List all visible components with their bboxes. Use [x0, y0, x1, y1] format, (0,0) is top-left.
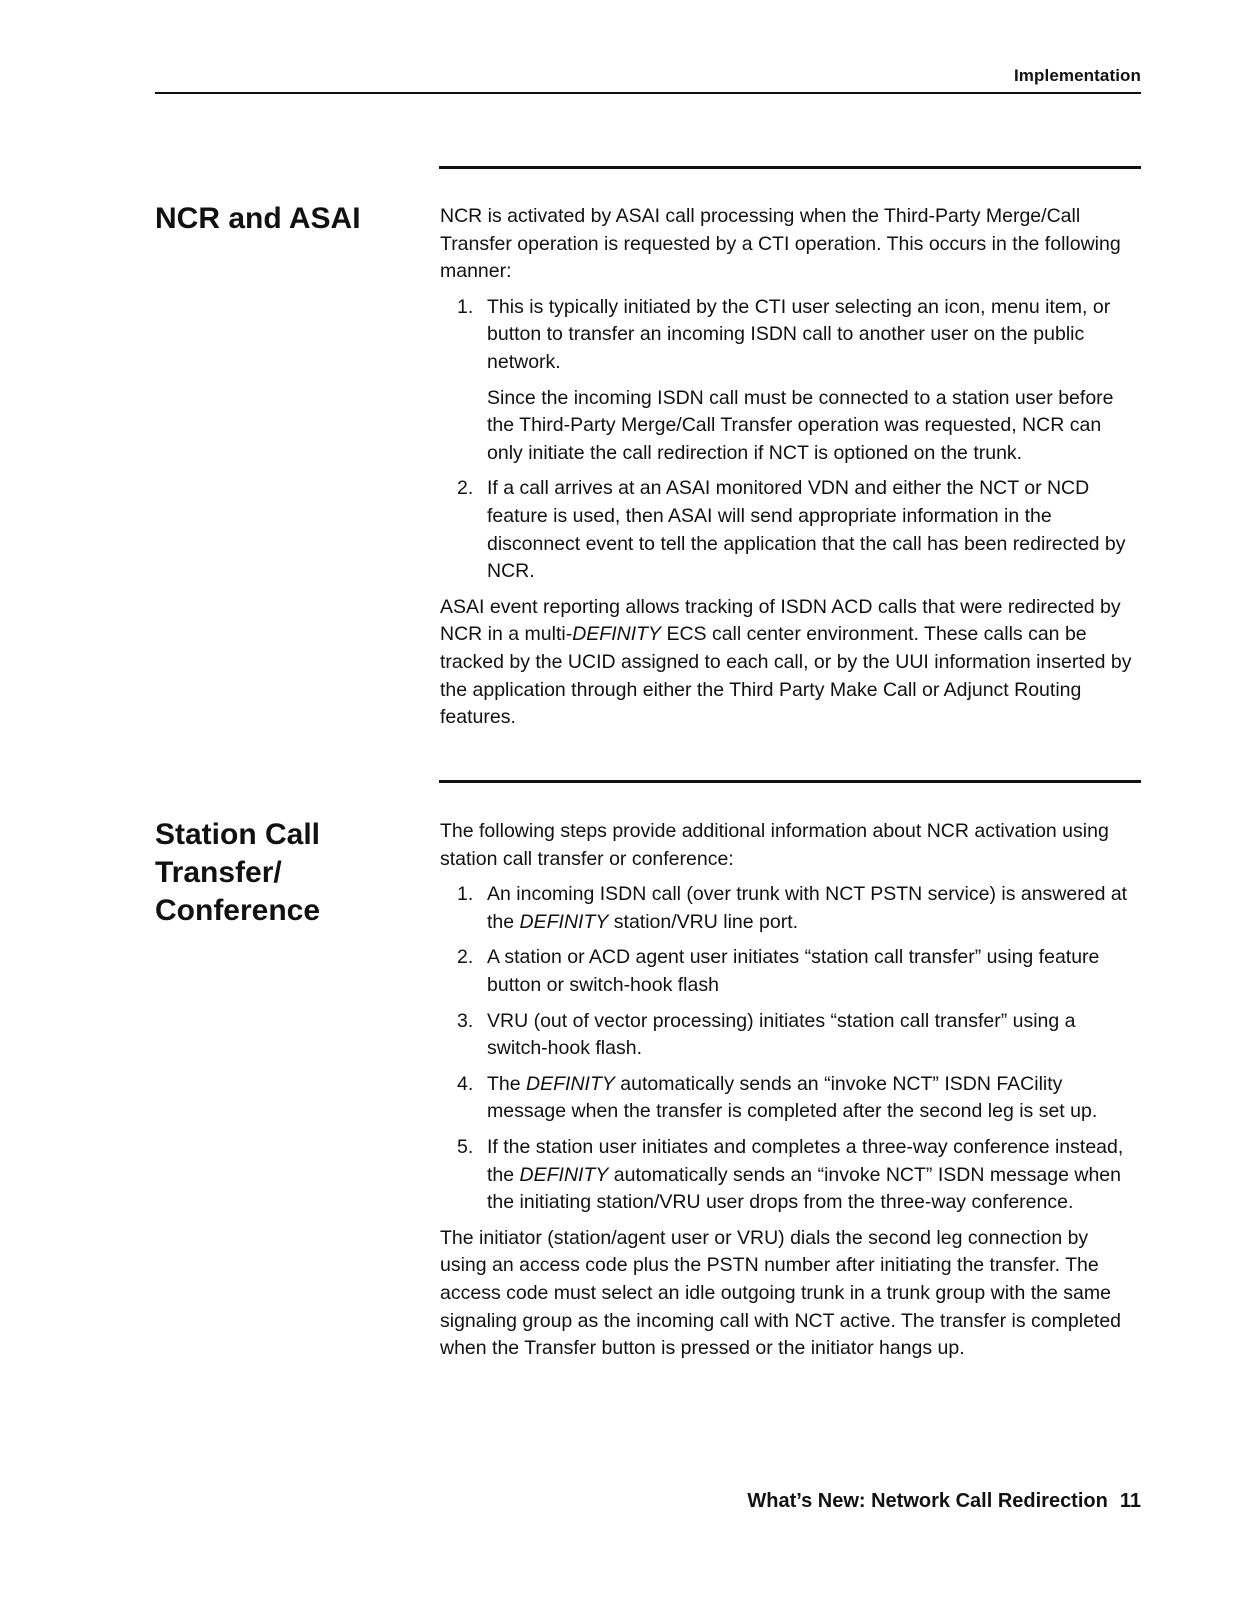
list-item: [440, 881, 1140, 936]
running-header: Implementation: [1013, 66, 1141, 85]
numbered-list: [440, 294, 1140, 586]
product-name: DEFINITY: [519, 1163, 609, 1186]
intro-paragraph: The following steps provide additional information about NCR activation using station call transfer or conference:: [440, 820, 1109, 870]
list-item-number: 4.: [457, 1072, 474, 1095]
section-rule-ncr-asai: [439, 166, 1141, 169]
product-name: DEFINITY: [572, 623, 662, 646]
list-item-text: An incoming ISDN call (over trunk with NCT PSTN service) is answered at the DEFINITY station/VRU line port.: [487, 883, 1128, 933]
section-body-station-call-transfer: [440, 818, 1140, 1371]
product-name: DEFINITY: [519, 910, 609, 933]
list-item-number: 5.: [457, 1135, 474, 1158]
list-item-text: If the station user initiates and completes a three-way conference instead, the DEFINITY automatically sends an “invoke NCT” ISDN message when the initiating station/VRU user drops from the three-way conference.: [487, 1135, 1124, 1214]
list-item: [440, 1008, 1140, 1063]
running-footer: [747, 1490, 1141, 1513]
intro-paragraph: NCR is activated by ASAI call processing when the Third-Party Merge/Call Transfer operation is requested by a CTI operation. This occurs in the following manner:: [440, 205, 1121, 283]
numbered-list: [440, 881, 1140, 1217]
list-item: [440, 1134, 1140, 1217]
list-item: [440, 1071, 1140, 1126]
list-item: [440, 475, 1140, 585]
list-item-text: The DEFINITY automatically sends an “invoke NCT” ISDN FACility message when the transfer is completed after the second leg is set up.: [487, 1072, 1098, 1123]
section-heading-station-call-transfer: Station Call Transfer/ Conference: [155, 818, 321, 927]
list-item-number: 1.: [457, 883, 474, 906]
section-body-ncr-asai: [440, 203, 1140, 740]
list-item-number: 1.: [457, 295, 474, 318]
list-item-number: 2.: [457, 946, 474, 969]
page-number: 11: [1119, 1490, 1141, 1512]
list-item-text: This is typically initiated by the CTI user selecting an icon, menu item, or button to transfer an incoming ISDN call to another user on the public network.: [487, 295, 1111, 373]
section-heading-ncr-asai: NCR and ASAI: [155, 202, 361, 235]
closing-paragraph: The initiator (station/agent user or VRU) dials the second leg connection by using an access code plus the PSTN number after initiating the transfer. The access code must select an idle outgoing trunk in a trunk group with the same signaling group as the incoming call with NCT active. The transfer is completed when the Transfer button is pressed or the initiator hangs up.: [440, 1226, 1122, 1360]
list-item-text: A station or ACD agent user initiates “station call transfer” using feature button or switch-hook flash: [487, 946, 1100, 996]
footer-doc-title: What’s New: Network Call Redirection: [747, 1490, 1108, 1512]
list-item-text: If a call arrives at an ASAI monitored VDN and either the NCT or NCD feature is used, then ASAI will send appropriate information in the disconnect event to tell the application that the call has been redirected by NCR.: [487, 477, 1126, 583]
section-rule-station-call-transfer: [439, 780, 1141, 783]
list-item-number: 3.: [457, 1009, 474, 1032]
list-item-number: 2.: [457, 477, 474, 500]
product-name: DEFINITY: [526, 1072, 615, 1095]
list-item: [440, 944, 1140, 999]
header-rule: [155, 92, 1141, 94]
list-item-continuation: Since the incoming ISDN call must be connected to a station user before the Third-Party Merge/Call Transfer operation was requested, NCR can only initiate the call redirection if NCT is optioned on the trunk.: [487, 386, 1114, 464]
list-item: [440, 294, 1140, 468]
list-item-text: VRU (out of vector processing) initiates “station call transfer” using a switch-hook flash.: [487, 1009, 1076, 1060]
closing-paragraph: ASAI event reporting allows tracking of ISDN ACD calls that were redirected by NCR in a multi-DEFINITY ECS call center environment. These calls can be tracked by the UCID assigned to each call, or by the UUI information inserted by the application through either the Third Party Make Call or Adjunct Routing features.: [440, 595, 1132, 729]
